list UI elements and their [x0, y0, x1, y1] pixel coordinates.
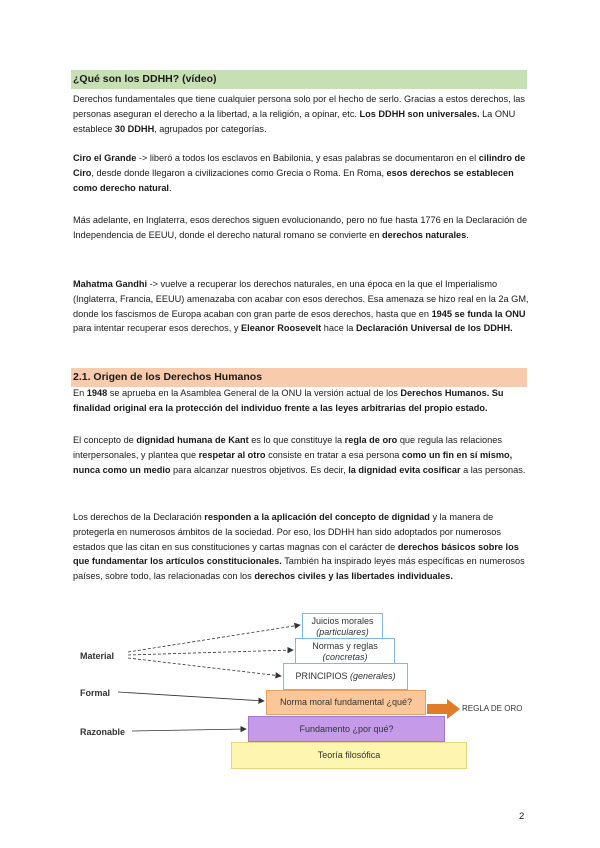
norma-text: Norma moral fundamental ¿qué? — [279, 697, 413, 707]
label-formal: Formal — [80, 688, 111, 698]
paragraph-definition: Derechos fundamentales que tiene cualquier persona solo por el hecho de serlo. Gracias a estos derechos, las personas aseguran el derecho a la libertad, a la religión, a opinar, etc. Los DDHH son universales. La ONU establece 30 DDHH, agrupados por categorías. — [73, 94, 525, 134]
section-heading-what-are-ddhh: ¿Qué son los DDHH? (vídeo) — [71, 70, 527, 89]
block-fundamento — [248, 716, 445, 742]
orange-arrow-icon — [427, 699, 461, 719]
arrow-material-normas — [128, 650, 293, 655]
block-normas-reglas — [295, 638, 395, 665]
normas-title: Normas y reglas — [312, 640, 378, 651]
paragraph-kant: El concepto de dignidad humana de Kant es lo que constituye la regla de oro que regula las relaciones interpersonales, y plantea que respetar al otro consiste en tratar a esa persona como un fin en sí mismo, nunca como un medio para alcanzar nuestros objetivos. Es decir, la dignidad evita cosificar a las personas. — [73, 435, 526, 475]
teoria-text: Teoría filosófica — [317, 750, 381, 760]
arrow-razonable-fundamento — [132, 729, 246, 731]
arrow-material-principios — [128, 658, 281, 676]
arrow-material-juicios — [128, 625, 300, 652]
juicios-sub: (particulares) — [316, 626, 369, 637]
principios-line: PRINCIPIOS (generales) — [295, 671, 396, 681]
normas-sub: (concretas) — [322, 651, 368, 662]
page-number: 2 — [519, 811, 525, 822]
paragraph-gandhi: Mahatma Gandhi -> vuelve a recuperar los derechos naturales, en una época en la que el Imperialismo (Inglaterra, Francia, EEUU) amenazaba con acabar con esos derechos. Esa amenaza se hizo real en la 2a GM, donde los fascismos de Europa acaban con gran parte de esos derechos, hasta que en 1945 se funda la ONU para intentar recuperar esos derechos, y Eleanor Roosevelt hace la Declaración Universal de los DDHH. — [73, 279, 529, 334]
block-norma-moral-fundamental — [266, 690, 426, 715]
label-material: Material — [80, 651, 115, 661]
fundamento-text: Fundamento ¿por qué? — [299, 723, 394, 734]
section-heading-origen: 2.1. Origen de los Derechos Humanos — [71, 368, 527, 387]
block-teoria-filosofica — [231, 742, 467, 769]
block-juicios-morales — [302, 613, 383, 640]
regla-de-oro-label: REGLA DE ORO — [462, 704, 523, 713]
paragraph-1948: En 1948 se aprueba en la Asamblea General de la ONU la versión actual de los Derechos Humanos. Su finalidad original era la protección del individuo frente a las leyes arbitrarias del propio estado. — [73, 388, 504, 413]
juicios-title: Juicios morales — [311, 615, 374, 626]
paragraph-declaracion: Los derechos de la Declaración responden a la aplicación del concepto de dignidad y la manera de protegerla en numerosos ámbitos de la sociedad. Por eso, los DDHH han sido adoptados por numerosos estados que las citan en sus constituciones y cartas magnas con el carácter de derechos básicos sobre los que fundamentar los artículos constitucionales. También ha inspirado leyes más específicas en numerosos países, sobre todo, las relacionadas con los derechos civiles y las libertades individuales. — [73, 512, 525, 582]
paragraph-inglaterra: Más adelante, en Inglaterra, esos derechos siguen evolucionando, pero no fue hasta 1776 en la Declaración de Independencia de EEUU, donde el derecho natural romano se convierte en derechos naturales. — [73, 215, 528, 240]
block-principios — [283, 663, 408, 690]
paragraph-ciro: Ciro el Grande -> liberó a todos los esclavos en Babilonia, y esas palabras se documentaron en el cilindro de Ciro, desde donde llegaron a civilizaciones como Grecia o Roma. En Roma, esos derechos se establecen como derecho natural. — [73, 153, 526, 193]
arrow-formal-norma — [118, 692, 264, 701]
label-razonable: Razonable — [80, 727, 126, 737]
